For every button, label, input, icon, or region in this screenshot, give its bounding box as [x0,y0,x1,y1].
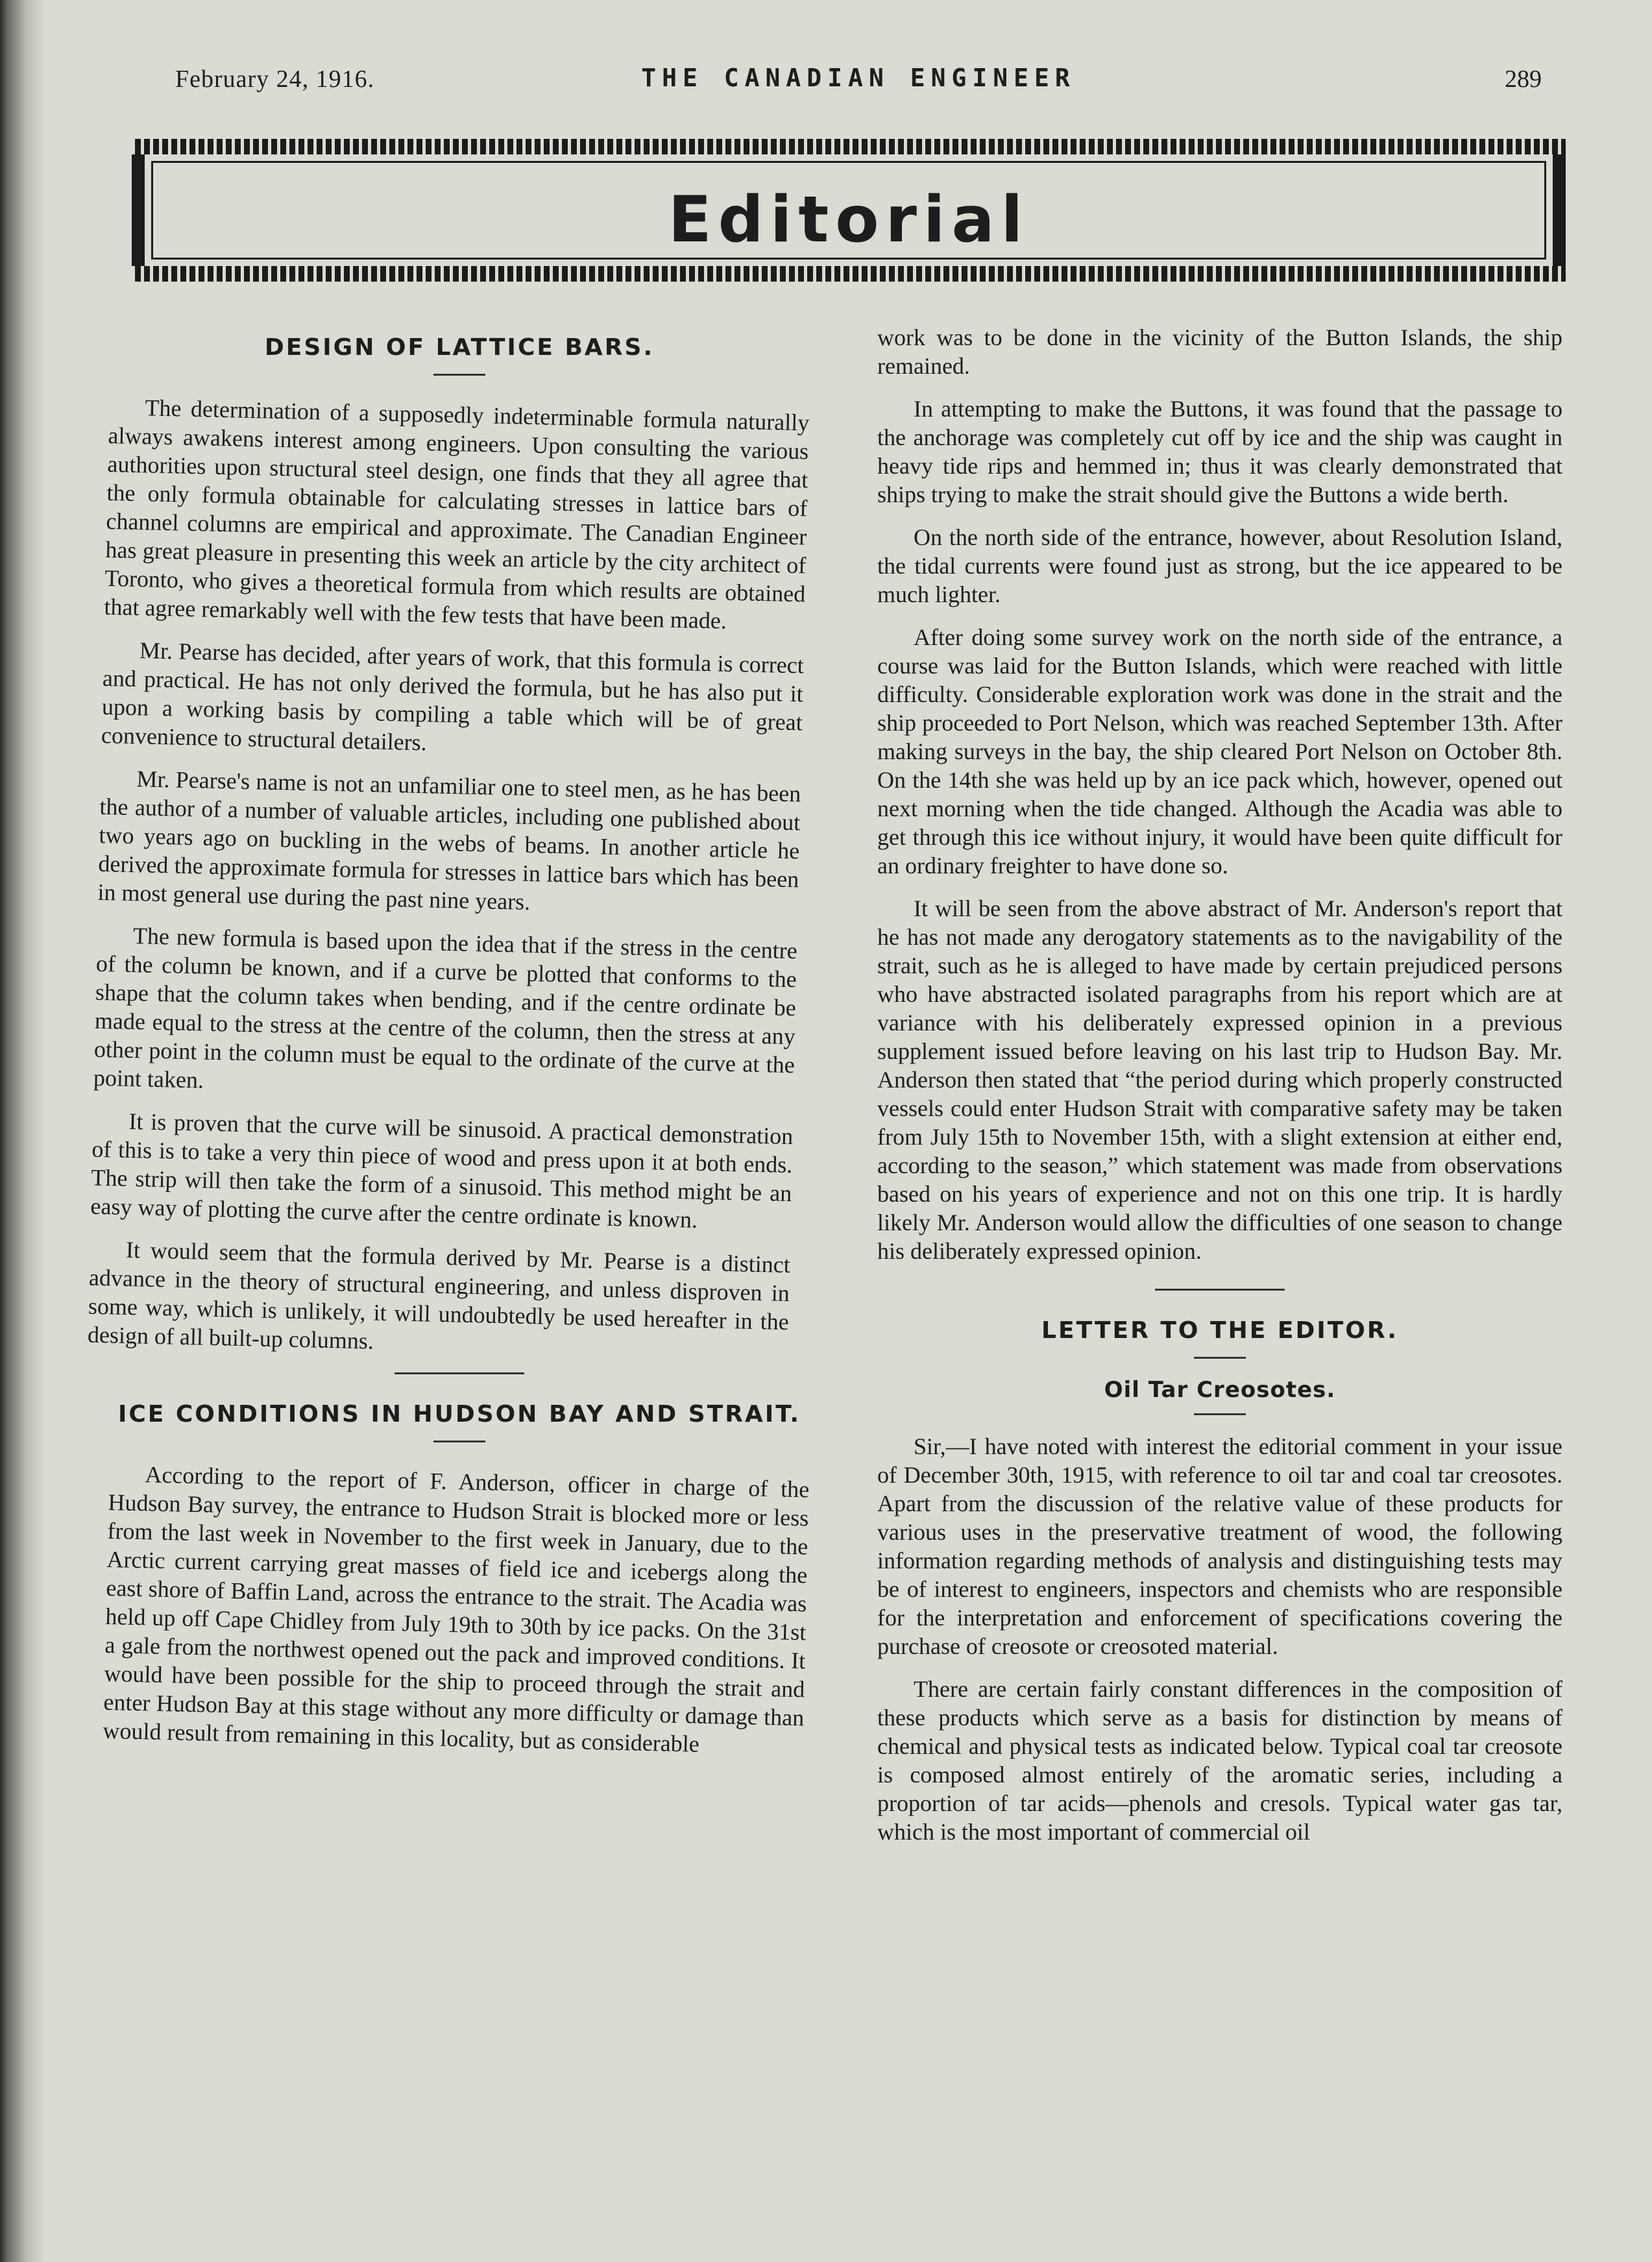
paragraph: After doing some survey work on the north side of the entrance, a course was laid for the Button Islands, which were reached with little difficulty. Considerable exploration work was done in the strait and the ship proceeded to Port Nelson, which was reached September 13th. After making surveys in the bay, the ship cleared Port Nelson on October 8th. On the 14th she was held up by an ice pack which, however, opened out next morning when the tide changed. Although the Acadia was able to get through this ice without injury, it would have been quite difficult for an ordinary freighter to have done so. [877,624,1562,879]
page-binding-shadow [0,0,45,2262]
issue-date: February 24, 1916. [175,66,375,93]
paragraph: Mr. Pearse has decided, after years of work, that this formula is correct and practical. He has not only derived the formula, but he has also put it upon a working basis by compiling a table which will be of great convenience to structural detailers. [101,637,805,756]
article-ice-conditions-continued [877,323,1562,1265]
paragraph: In attempting to make the Buttons, it was found that the passage to the anchorage was completely cut off by ice and the ship was caught in heavy tide rips and hemmed in; thus it was clearly demonstrated that ships trying to make the strait should give the Buttons a wide berth. [877,396,1562,507]
paragraph: There are certain fairly constant differences in the composition of these products which serve as a basis for distinction by means of chemical and physical tests as indicated below. Typical coal tar creosote is composed almost entirely of the aromatic series, including a proportion of tar acids—phenols and cresols. Typical water gas tar, which is the most important of commercial oil [877,1676,1562,1845]
paragraph: Sir,—I have noted with interest the editorial comment in your issue of December 30th, 1915, with reference to oil tar and coal tar creosotes. Apart from the discussion of the relative value of these products for various uses in the preservative treatment of wood, the following information regarding methods of analysis and distinguishing tests may be of interest to engineers, inspectors and chemists who are responsible for the interpretation and enforcement of specifications covering the purchase of creosote or creosoted material. [877,1433,1562,1659]
article-heading: LETTER TO THE EDITOR. [1041,1317,1398,1344]
subheading-rule [1194,1413,1246,1415]
paragraph: work was to be done in the vicinity of the Button Islands, the ship remained. [877,324,1562,379]
section-divider [1155,1289,1285,1291]
article-heading: ICE CONDITIONS IN HUDSON BAY AND STRAIT. [117,1401,801,1428]
paragraph: The determination of a supposedly indeterminable formula naturally always awakens interest among engineers. Upon consulting the various authorities upon structural steel design, one finds that they all agree that the only formula obtainable for calculating stresses in lattice bars of channel columns are empirical and approximate. The Canadian Engineer has great pleasure in presenting this week an article by the city architect of Toronto, who gives a theoretical formula from which results are obtained that agree remarkably well with the few tests that have been made. [104,395,810,634]
article-subheading: Oil Tar Creosotes. [1104,1377,1336,1403]
heading-rule [433,374,485,376]
section-title: Editorial [668,183,1030,257]
paragraph: The new formula is based upon the idea that if the stress in the centre of the column be known, and if a curve be plotted that conforms to the shape that the column takes when bending, and if the centre ordinate be made equal to the stress at the centre of the column, then the stress at any other point in the column must be equal to the ordinate of the curve at the point taken. [93,923,798,1093]
journal-title: THE CANADIAN ENGINEER [641,64,1076,92]
article-lattice-bars [87,334,810,1354]
heading-rule [1194,1357,1246,1359]
paragraph: On the north side of the entrance, however, about Resolution Island, the tidal currents were found just as strong, but the ice appeared to be much lighter. [877,524,1562,607]
running-header [175,62,1542,101]
heading-rule [433,1441,485,1442]
right-column [877,323,1562,1860]
article-heading: DESIGN OF LATTICE BARS. [264,334,655,361]
editorial-banner [132,139,1566,282]
letter-to-the-editor [877,1317,1562,1846]
paragraph: According to the report of F. Anderson, officer in charge of the Hudson Bay survey, the entrance to Hudson Strait is blocked more or less from the last week in November to the first week in January, due to the Arctic current carrying great masses of field ice and icebergs along the east shore of Baffin Land, across the entrance to the strait. The Acadia was held up off Cape Chidley from July 19th to 30th by ice packs. On the 31st a gale from the northwest opened out the pack and improved conditions. It would have been possible for the ship to proceed through the strait and enter Hudson Bay at this stage without any more difficulty or damage than would result from remaining in this locality, but as considerable [103,1461,810,1757]
paragraph: It is proven that the curve will be sinusoid. A practical demonstration of this is to take a very thin piece of wood and press upon it at both ends. The strip will then take the form of a sinusoid. This method might be an easy way of plotting the curve after the centre ordinate is known. [90,1108,794,1233]
article-ice-conditions [103,1400,810,1757]
lattice-body [88,393,810,1365]
page-number: 289 [1505,66,1542,93]
paragraph: Mr. Pearse's name is not an unfamiliar one to steel men, as he has been the author of a number of valuable articles, including one published about two years ago on buckling in the webs of beams. In another article he derived the approximate formula for stresses in lattice bars which has been in most general use during the past nine years. [97,766,801,915]
paragraph: It will be seen from the above abstract of Mr. Anderson's report that he has not made any derogatory statements as to the navigability of the strait, such as he is alleged to have made by certain prejudiced persons who have abstracted isolated paragraphs from his report which are at variance with his deliberately expressed opinion in a previous supplement issued before leaving on his last trip to Hudson Bay. Mr. Anderson then stated that “the period during which properly constructed vessels could enter Hudson Strait with comparative safety may be taken from July 15th to November 15th, with a slight extension at either end, according to the season,” which statement was made from observations based on his years of experience and not on this one trip. It is hardly likely Mr. Anderson would allow the difficulties of one season to change his deliberately expressed opinion. [877,895,1562,1264]
ice-body-left [103,1459,810,1760]
left-column [87,324,810,1759]
paragraph: It would seem that the formula derived by Mr. Pearse is a distinct advance in the theory of structural engineering, and unless disproven in some way, which is unlikely, it will undoubtedly be used hereafter in the design of all built-up columns. [87,1236,791,1354]
section-divider [395,1372,524,1374]
